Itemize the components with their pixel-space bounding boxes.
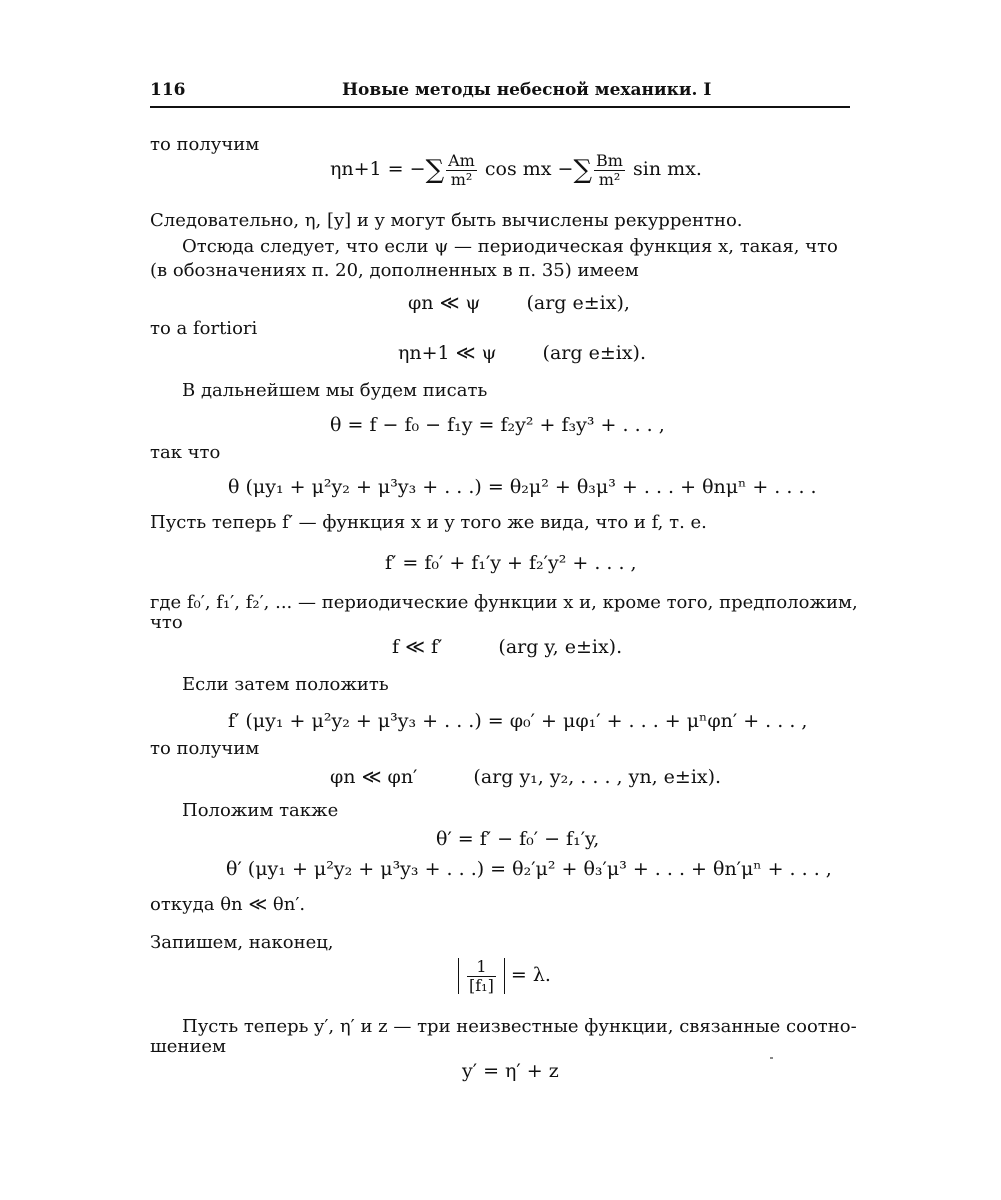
- absolute-value: [458, 958, 505, 994]
- fraction-numerator: 1: [467, 958, 496, 977]
- page-number: 116: [150, 80, 186, 100]
- equation-part: = λ.: [510, 964, 551, 987]
- fraction-denominator: m²: [450, 169, 473, 189]
- text-line: так что: [150, 442, 221, 463]
- equation-part: sin mx.: [633, 158, 702, 181]
- text-fragment: откуда: [150, 894, 215, 915]
- text-line: шением: [150, 1036, 227, 1057]
- equation-lambda: [458, 958, 551, 994]
- equation-part: cos mx −: [484, 158, 574, 181]
- text-line: Пусть теперь y′, η′ и z — три неизвестные функции, связанные соотно-: [182, 1016, 857, 1037]
- fraction-denominator: [f₁]: [469, 975, 494, 995]
- text-line: Отсюда следует, что если ψ — периодическая функция x, такая, что: [182, 236, 838, 257]
- equation-f-prime: f′ = f₀′ + f₁′y + f₂′y² + . . . ,: [385, 552, 637, 574]
- equation-f-majorized: [392, 636, 622, 658]
- equation-condition: (arg y₁, y₂, . . . , yn, e±ix).: [473, 766, 722, 788]
- text-line: Положим также: [182, 800, 339, 821]
- equation-theta-prime-series: θ′ (μy₁ + μ²y₂ + μ³y₃ + . . .) = θ₂′μ² + θ₃′μ³ + . . . + θn′μⁿ + . . . ,: [226, 858, 832, 880]
- equation-part: ηn+1 = −: [330, 158, 426, 181]
- equation-condition: (arg e±ix),: [526, 292, 630, 314]
- fraction-numerator: Am: [448, 151, 475, 170]
- equation-condition: (arg e±ix).: [542, 342, 646, 364]
- equation-phi-majorized: [408, 292, 630, 314]
- equation-condition: (arg y, e±ix).: [498, 636, 623, 658]
- text-line: где f₀′, f₁′, f₂′, ... — периодические функции x и, кроме того, предположим,: [150, 592, 858, 613]
- equation-part: φn ≪ ψ: [408, 292, 481, 314]
- running-title: Новые методы небесной механики. I: [342, 80, 712, 100]
- print-speck: [770, 1057, 773, 1059]
- text-line: то получим: [150, 738, 260, 759]
- equation-theta-series: θ (μy₁ + μ²y₂ + μ³y₃ + . . .) = θ₂μ² + θ₃μ³ + . . . + θnμⁿ + . . . .: [228, 476, 817, 498]
- text-line: что: [150, 612, 183, 633]
- text-line: то получим: [150, 134, 260, 155]
- text-line: Запишем, наконец,: [150, 932, 334, 953]
- equation-part: f ≪ f′: [392, 636, 443, 658]
- equation-theta-prime: θ′ = f′ − f₀′ − f₁′y,: [436, 828, 600, 850]
- fraction-numerator: Bm: [596, 151, 623, 170]
- header-rule: [150, 106, 850, 108]
- running-header: [150, 80, 850, 106]
- equation-theta-definition: θ = f − f₀ − f₁y = f₂y² + f₃y³ + . . . ,: [330, 414, 665, 436]
- equation-part: φn ≪ φn′: [330, 766, 418, 788]
- inline-formula: θn ≪ θn′.: [220, 894, 306, 915]
- text-line: В дальнейшем мы будем писать: [182, 380, 488, 401]
- text-line: Пусть теперь f′ — функция x и y того же вида, что и f, т. е.: [150, 512, 707, 533]
- fraction-denominator: m²: [598, 169, 621, 189]
- equation-part: ηn+1 ≪ ψ: [398, 342, 497, 364]
- text-line: Следовательно, η, [y] и y могут быть вычислены рекуррентно.: [150, 210, 743, 231]
- equation-eta-recurrence: ηn+1 = −∑ $\frac{Am}{\text{m²}}$ cos mx −∑ $\frac{Bm}{\text{m²}}$ sin mx.: [330, 151, 702, 189]
- equation-eta-majorized: [398, 342, 646, 364]
- text-line: Если затем положить: [182, 674, 389, 695]
- equation-phi-n-majorized: [330, 766, 721, 788]
- equation-y-prime: y′ = η′ + z: [462, 1060, 559, 1082]
- text-line: то a fortiori: [150, 318, 258, 339]
- text-line: (в обозначениях п. 20, дополненных в п. 35) имеем: [150, 260, 639, 281]
- text-line: [150, 894, 305, 917]
- equation-f-prime-series: f′ (μy₁ + μ²y₂ + μ³y₃ + . . .) = φ₀′ + μφ₁′ + . . . + μⁿφn′ + . . . ,: [228, 710, 808, 732]
